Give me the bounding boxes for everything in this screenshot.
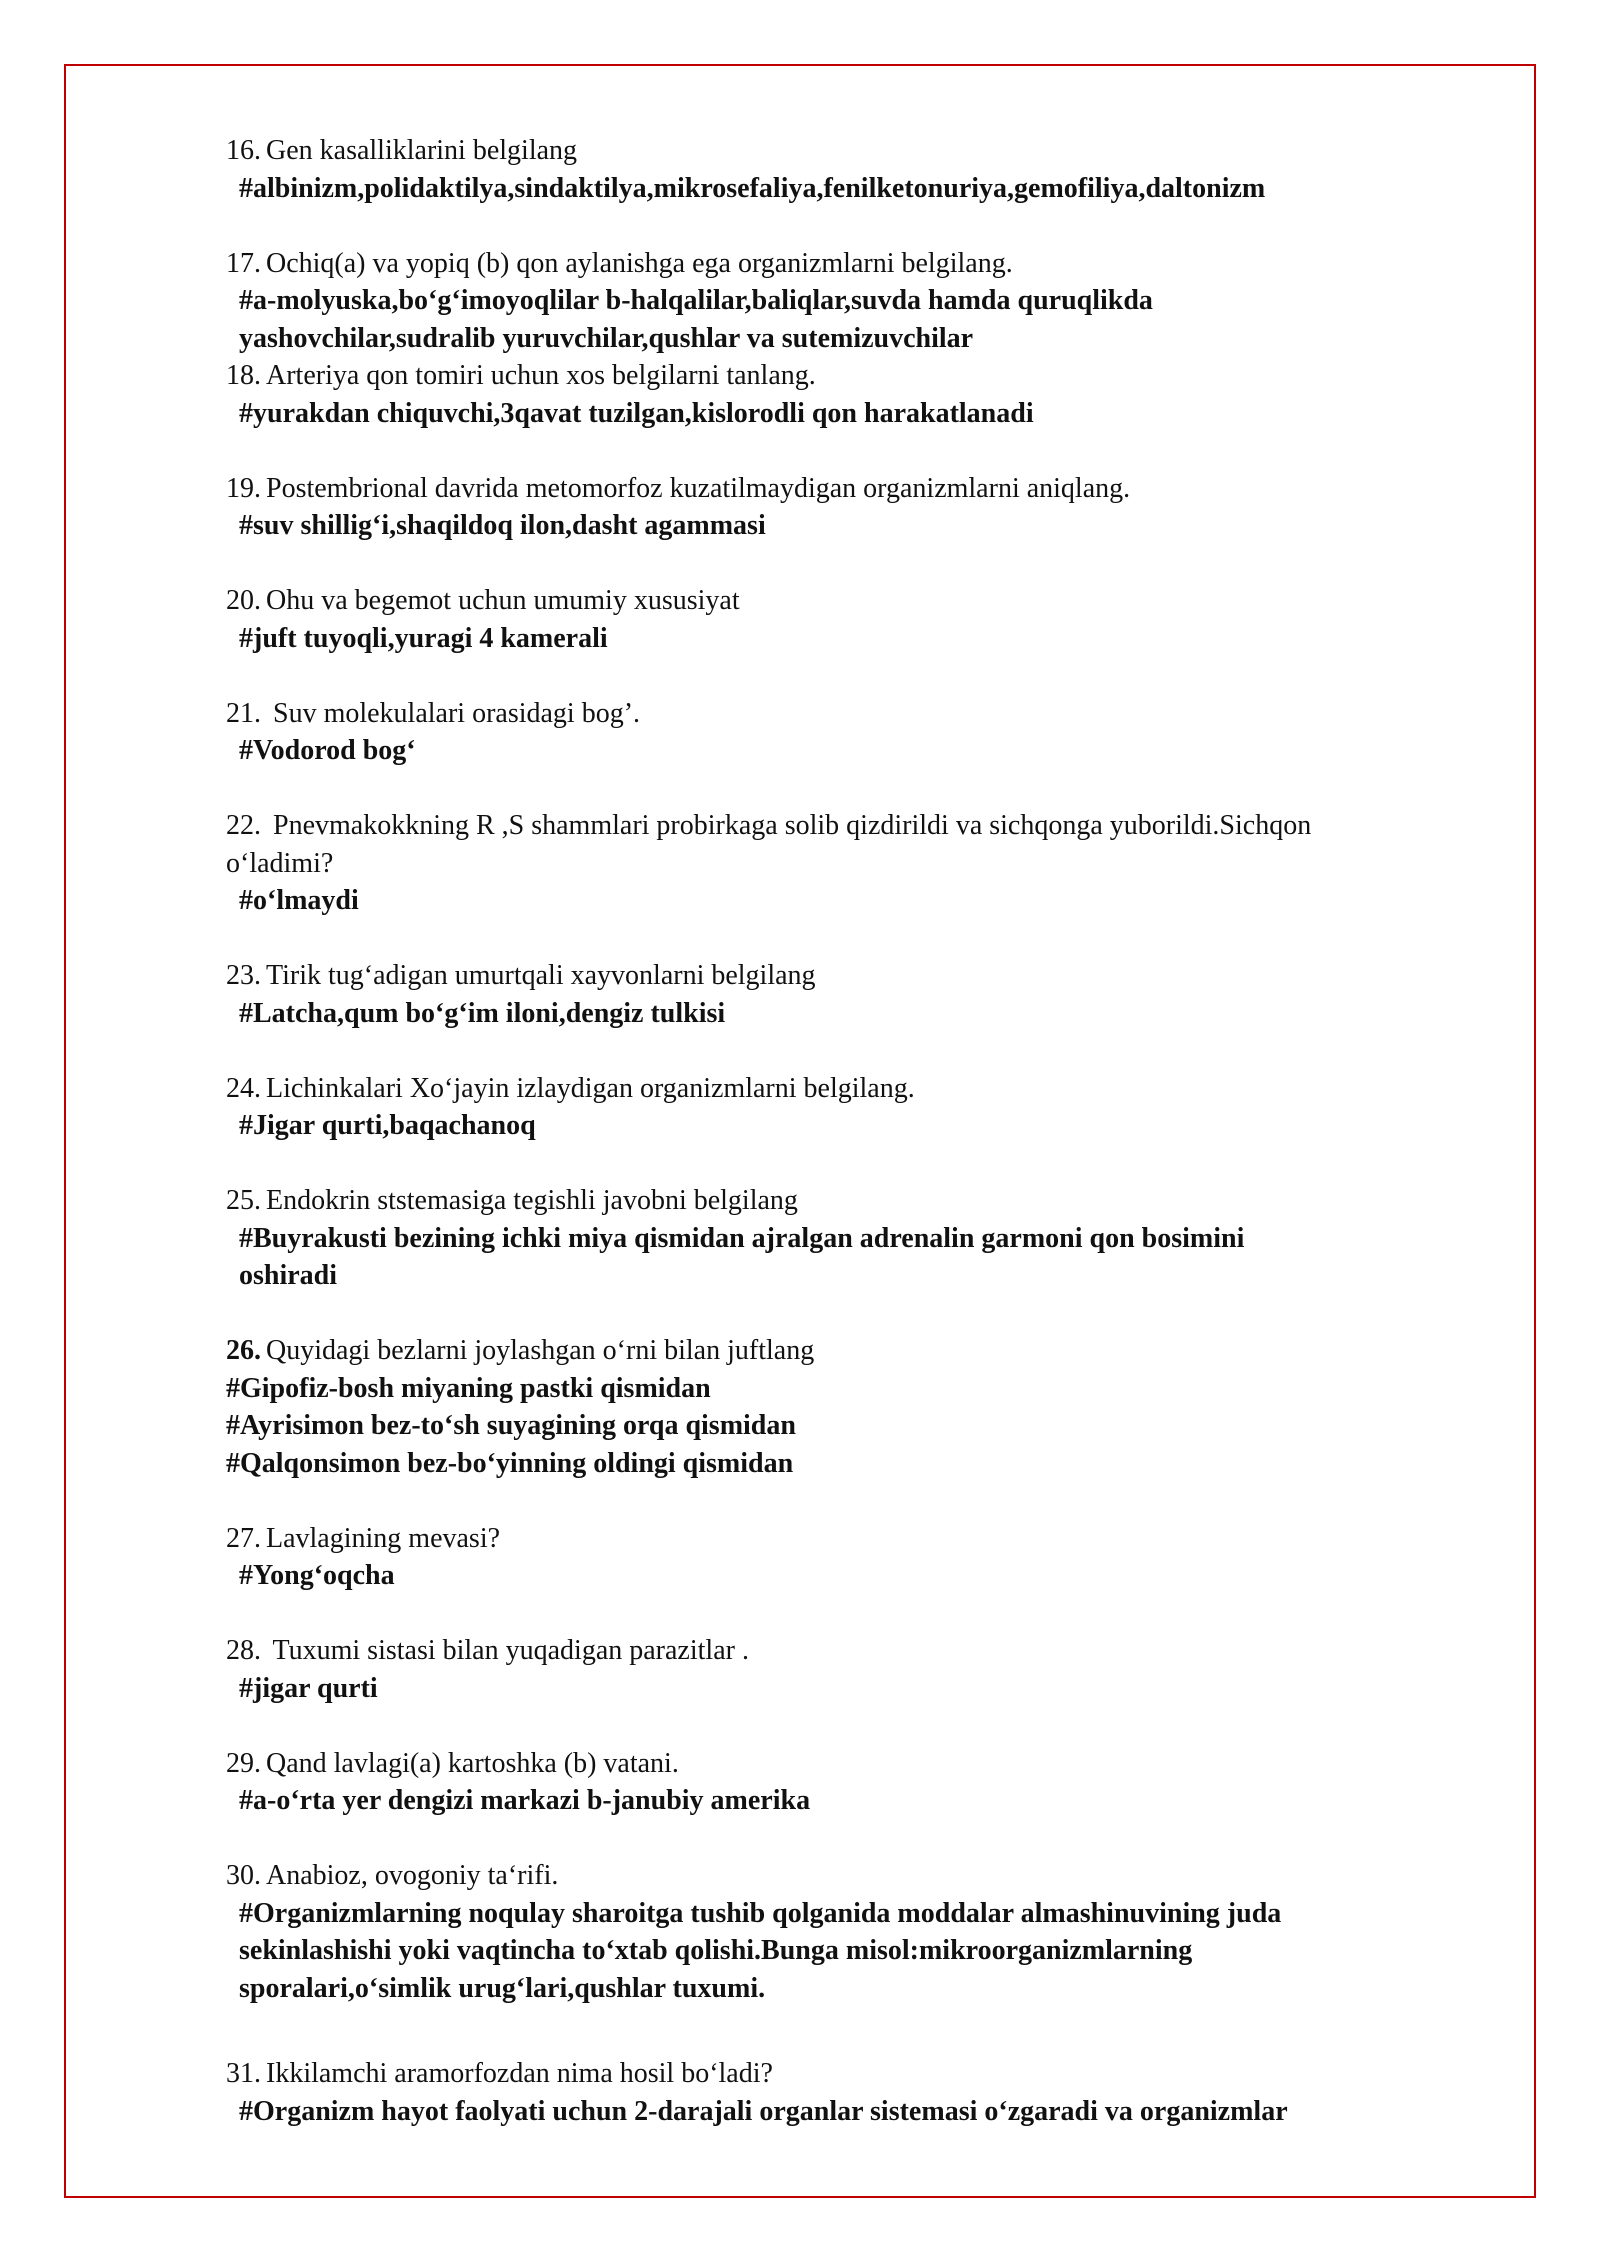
question-text: 16. Gen kasalliklarini belgilang (226, 135, 578, 166)
question-text: 29. Qand lavlagi(a) kartoshka (b) vatani. (226, 1747, 679, 1779)
question-text: 26. Quyidagi bezlarni joylashgan o‘rni bilan juftlang (226, 1335, 815, 1366)
answer-line: #albinizm,polidaktilya,sindaktilya,mikrosefaliya,fenilketonuriya,gemofiliya,daltonizm (239, 172, 1266, 204)
answer-line: #a-molyuska,bo‘g‘imoyoqlilar b-halqalilar,baliqlar,suvda hamda quruqlikda (239, 285, 1153, 316)
question-text: 19. Postembrional davrida metomorfoz kuzatilmaydigan organizmlarni aniqlang. (226, 472, 1131, 504)
question-20 (226, 582, 1486, 657)
question-27 (226, 1520, 1486, 1595)
answer-line: #o‘lmaydi (239, 885, 359, 916)
answer-line: #jigar qurti (239, 1672, 378, 1704)
answer-line: #Ayrisimon bez-to‘sh suyagining orqa qismidan (226, 1410, 796, 1441)
question-list (226, 132, 1486, 2130)
answer-line: #Jigar qurti,baqachanoq (239, 1110, 536, 1141)
question-22 (226, 807, 1486, 920)
question-text: 17. Ochiq(a) va yopiq (b) qon aylanishga ega organizmlarni belgilang. (226, 247, 1013, 279)
question-text: 20. Ohu va begemot uchun umumiy xususiyat (226, 585, 740, 616)
question-29 (226, 1745, 1486, 1820)
question-text: 18. Arteriya qon tomiri uchun xos belgilarni tanlang. (226, 360, 816, 391)
answer-line: yashovchilar,sudralib yuruvchilar,qushlar va sutemizuvchilar (239, 322, 974, 354)
answer-line: #a-o‘rta yer dengizi markazi b-janubiy amerika (239, 1785, 811, 1816)
answer-line: #Organizmlarning noqulay sharoitga tushib qolganida moddalar almashinuvining juda (239, 1897, 1282, 1929)
question-text: 21. Suv molekulalari orasidagi bog’. (226, 697, 641, 729)
question-25 (226, 1182, 1486, 1295)
answer-line: #Vodorod bog‘ (239, 735, 416, 766)
answer-line: oshiradi (239, 1260, 338, 1291)
question-text: 23. Tirik tug‘adigan umurtqali xayvonlarni belgilang (226, 960, 816, 991)
question-21 (226, 695, 1486, 770)
question-31 (226, 2055, 1486, 2130)
answer-line: sporalari,o‘simlik urug‘lari,qushlar tuxumi. (239, 1972, 766, 2004)
question-19 (226, 470, 1486, 545)
question-17 (226, 245, 1486, 358)
question-text: 30. Anabioz, ovogoniy ta‘rifi. (226, 1860, 559, 1891)
question-24 (226, 1070, 1486, 1145)
question-26 (226, 1332, 1486, 1482)
question-text: 28. Tuxumi sistasi bilan yuqadigan parazitlar . (226, 1635, 749, 1666)
question-text: 22. Pnevmakokkning R ,S shammlari probirkaga solib qizdirildi va sichqonga yuborildi.Sichqon (226, 810, 1312, 841)
question-28 (226, 1632, 1486, 1707)
answer-line: #Gipofiz-bosh miyaning pastki qismidan (226, 1372, 711, 1404)
answer-line: #Yong‘oqcha (239, 1560, 395, 1591)
answer-line: #suv shillig‘i,shaqildoq ilon,dasht agammasi (239, 510, 766, 541)
answer-line: #Latcha,qum bo‘g‘im iloni,dengiz tulkisi (239, 997, 726, 1029)
question-30 (226, 1857, 1486, 2007)
question-text: 24. Lichinkalari Xo‘jayin izlaydigan organizmlarni belgilang. (226, 1072, 915, 1104)
answer-line: #juft tuyoqli,yuragi 4 kamerali (239, 622, 608, 654)
answer-line: sekinlashishi yoki vaqtincha to‘xtab qolishi.Bunga misol:mikroorganizmlarning (239, 1935, 1193, 1966)
question-23 (226, 957, 1486, 1032)
question-text-continued: o‘ladimi? (226, 847, 334, 879)
question-text: 27. Lavlagining mevasi? (226, 1522, 501, 1554)
question-16 (226, 132, 1486, 207)
answer-line: #Buyrakusti bezining ichki miya qismidan ajralgan adrenalin garmoni qon bosimini (239, 1222, 1245, 1254)
question-text: 31. Ikkilamchi aramorfozdan nima hosil bo‘ladi? (226, 2058, 773, 2089)
question-text: 25. Endokrin ststemasiga tegishli javobni belgilang (226, 1185, 798, 1216)
answer-line: #yurakdan chiquvchi,3qavat tuzilgan,kislorodli qon harakatlanadi (239, 397, 1034, 429)
question-18 (226, 357, 1486, 432)
answer-line: #Qalqonsimon bez-bo‘yinning oldingi qismidan (226, 1447, 794, 1479)
answer-line: #Organizm hayot faolyati uchun 2-darajali organlar sistemasi o‘zgaradi va organizmlar (239, 2095, 1288, 2127)
